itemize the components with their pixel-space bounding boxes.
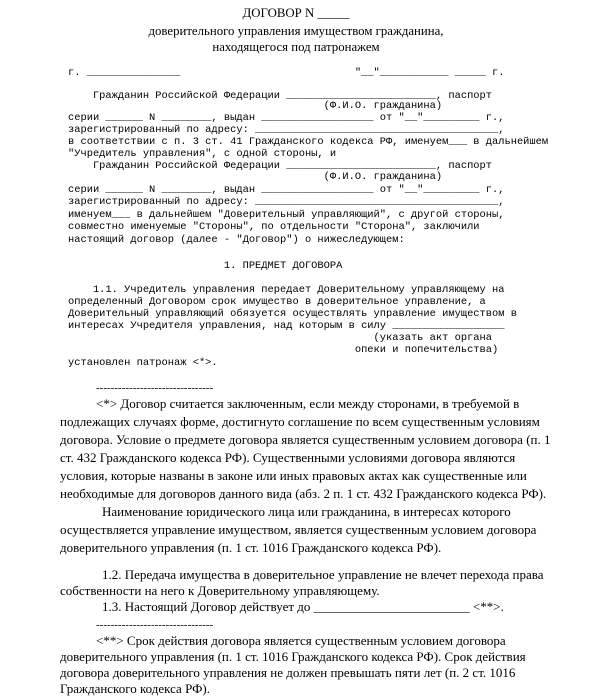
footnote-1-line: необходимые для договоров данного вида (абз. 2 п. 1 ст. 432 Гражданского кодекса РФ).	[60, 486, 547, 501]
clause-1-1-end: установлен патронаж <*>.	[68, 357, 218, 369]
party2-name-line: Гражданин Российской Федерации ________________________, паспорт	[68, 160, 493, 172]
footnote-1-line: подлежащих случаях форме, достигнуто соглашение по всем существенным условиям	[60, 414, 540, 429]
footnote-1-line: договора. Условие о предмете договора является существенным условием договора (п. 1	[60, 432, 551, 447]
party1-address-line: зарегистрированный по адресу: _______________________________________,	[68, 124, 505, 136]
footnote-2-line: Гражданского кодекса РФ).	[60, 681, 210, 696]
clause-1-1-line3: Доверительный управляющий обязуется осуществлять управление имуществом в	[68, 308, 517, 320]
parties-line: совместно именуемые "Стороны", по отдельности "Сторона", заключили	[68, 221, 480, 233]
footnote-2-line: <**> Срок действия договора является существенным условием договора	[96, 633, 506, 648]
party2-passport-line: серии ______ N ________, выдан __________________ от "__"_________ г.,	[68, 184, 505, 196]
footnote-separator: --------------------------------	[96, 619, 214, 631]
footnote-1-line: условия, которые названы в законе или иных правовых актах как существенные или	[60, 468, 527, 483]
party1-name-line: Гражданин Российской Федерации ________________________, паспорт	[68, 90, 493, 102]
footnote-2-line: договора доверительного управления не должен превышать пяти лет (п. 2 ст. 1016	[60, 665, 516, 680]
footnote-1-line: осуществляется управление имуществом, является существенным условием договора	[60, 522, 537, 537]
footnote-1-line: доверительного управления (п. 1 ст. 1016 Гражданского кодекса РФ).	[60, 540, 442, 555]
document-subtitle-line1: доверительного управления имуществом гражданина,	[148, 23, 444, 38]
party2-address-line: зарегистрированный по адресу: _______________________________________,	[68, 196, 505, 208]
clause-1-1-line1: 1.1. Учредитель управления передает Доверительному управляющему на	[68, 284, 505, 296]
party1-name-hint: (Ф.И.О. гражданина)	[68, 100, 443, 112]
footnote-1-line: ст. 432 Гражданского кодекса РФ). Существенными условиями договора являются	[60, 450, 516, 465]
footnote-1-line: <*> Договор считается заключенным, если между сторонами, в требуемой в	[96, 396, 520, 411]
document-title: ДОГОВОР N _____	[242, 5, 350, 20]
footnote-separator: --------------------------------	[96, 382, 214, 394]
clause-1-1-hint1: (указать акт органа	[68, 332, 493, 344]
place-date-line: г. _______________ "__"___________ _____ г.	[68, 67, 505, 79]
footnote-2-line: доверительного управления (п. 1 ст. 1016 Гражданского кодекса РФ). Срок действия	[60, 649, 526, 664]
party1-passport-line: серии ______ N ________, выдан __________________ от "__"_________ г.,	[68, 112, 505, 124]
clause-1-2-line2: собственности на него к Доверительному управляющему.	[60, 583, 380, 598]
party1-role-line: "Учредитель управления", с одной стороны, и	[68, 148, 337, 160]
section-heading: 1. ПРЕДМЕТ ДОГОВОРА	[68, 260, 343, 272]
clause-1-3: 1.3. Настоящий Договор действует до ________________________ <**>.	[102, 599, 504, 614]
party2-name-hint: (Ф.И.О. гражданина)	[68, 171, 443, 183]
clause-1-1-hint2: опеки и попечительства)	[68, 344, 499, 356]
intro-end-line: настоящий договор (далее - "Договор") о нижеследующем:	[68, 234, 405, 246]
clause-1-2-line1: 1.2. Передача имущества в доверительное управление не влечет перехода права	[102, 567, 544, 582]
clause-1-1-line2: определенный Договором срок имущество в доверительное управление, а	[68, 296, 486, 308]
clause-1-1-line4: интересах Учредителя управления, над которым в силу __________________	[68, 320, 505, 332]
document-subtitle-line2: находящегося под патронажем	[212, 39, 380, 54]
footnote-1-line: Наименование юридического лица или гражданина, в интересах которого	[102, 504, 511, 519]
party2-role-line: именуем___ в дальнейшем "Доверительный управляющий", с другой стороны,	[68, 209, 505, 221]
party1-basis-line: в соответствии с п. 3 ст. 41 Гражданского кодекса РФ, именуем___ в дальнейшем	[68, 136, 549, 148]
